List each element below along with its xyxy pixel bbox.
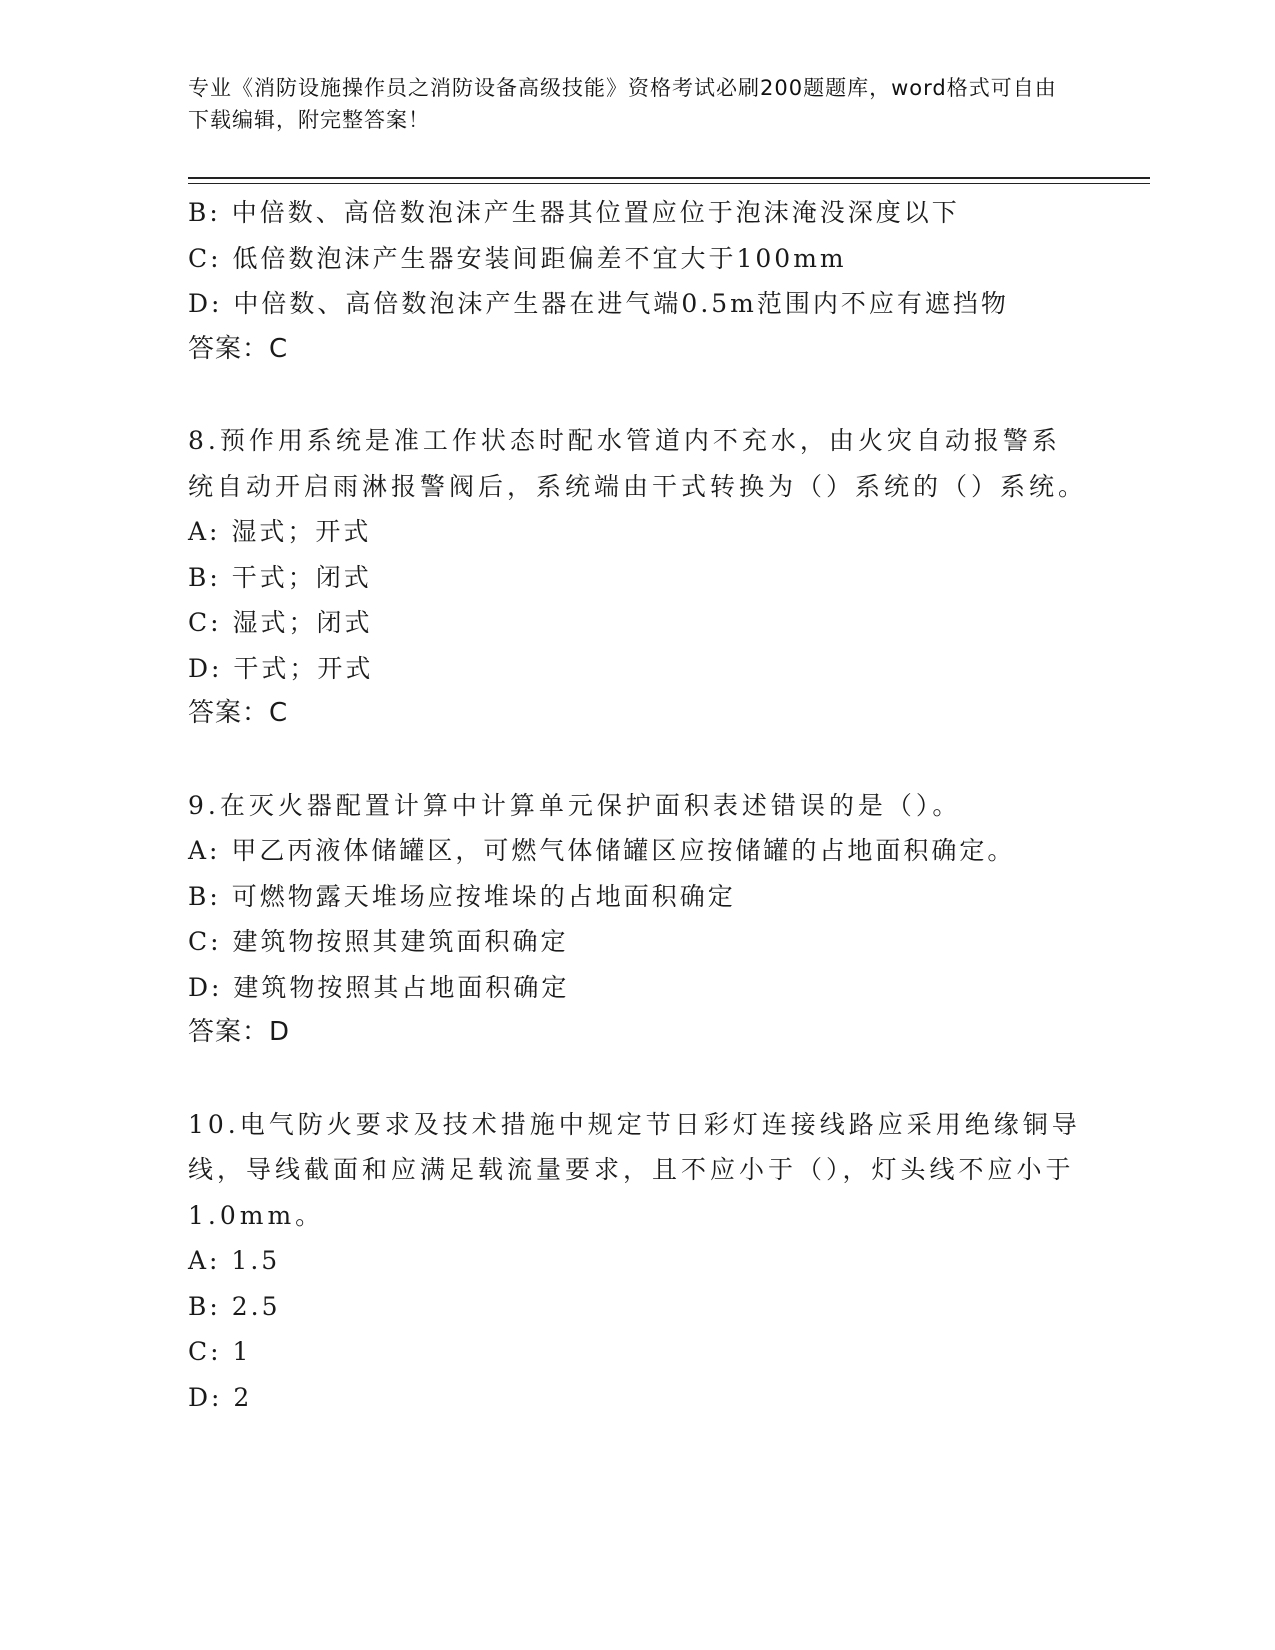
document-header: 专业《消防设施操作员之消防设备高级技能》资格考试必刷200题题库，word格式可自由下载编辑，附完整答案！ xyxy=(188,76,1057,132)
option-a: A: 湿式；开式 xyxy=(188,517,372,546)
option-c: C: 1 xyxy=(188,1337,252,1366)
option-a: A: 1.5 xyxy=(188,1246,281,1275)
question-content xyxy=(188,190,1088,1420)
answer-line: 答案：C xyxy=(188,698,289,728)
option-b: B: 2.5 xyxy=(188,1291,281,1321)
answer-line: 答案：C xyxy=(188,333,289,364)
option-b: B: 干式；闭式 xyxy=(188,562,372,592)
option-a: A: 甲乙丙液体储罐区，可燃气体储罐区应按储罐的占地面积确定。 xyxy=(188,836,1016,865)
option-d: D: 建筑物按照其占地面积确定 xyxy=(188,972,570,1002)
question-stem: 9.在灭火器配置计算中计算单元保护面积表述错误的是（）。 xyxy=(188,790,962,820)
header-divider-thick xyxy=(188,177,1150,179)
option-c: C: 建筑物按照其建筑面积确定 xyxy=(188,927,569,956)
header-divider-thin xyxy=(188,183,1150,184)
question-stem: 8.预作用系统是准工作状态时配水管道内不充水，由火灾自动报警系统自动开启雨淋报警阀后，系统端由干式转换为（）系统的（）系统。 xyxy=(188,426,1088,501)
answer-line: 答案：D xyxy=(188,1017,291,1047)
option-d: D: 干式；开式 xyxy=(188,653,374,683)
option-c: C: 低倍数泡沫产生器安装间距偏差不宜大于100mm xyxy=(188,243,847,273)
option-d: D: 中倍数、高倍数泡沫产生器在进气端0.5m范围内不应有遮挡物 xyxy=(188,289,1009,318)
option-c: C: 湿式；闭式 xyxy=(188,608,373,637)
option-b: B: 可燃物露天堆场应按堆垛的占地面积确定 xyxy=(188,881,736,911)
option-b: B: 中倍数、高倍数泡沫产生器其位置应位于泡沫淹没深度以下 xyxy=(188,198,960,227)
question-stem: 10.电气防火要求及技术措施中规定节日彩灯连接线路应采用绝缘铜导线，导线截面和应满足载流量要求，且不应小于（），灯头线不应小于1.0mm。 xyxy=(188,1109,1081,1230)
option-d: D: 2 xyxy=(188,1382,253,1412)
